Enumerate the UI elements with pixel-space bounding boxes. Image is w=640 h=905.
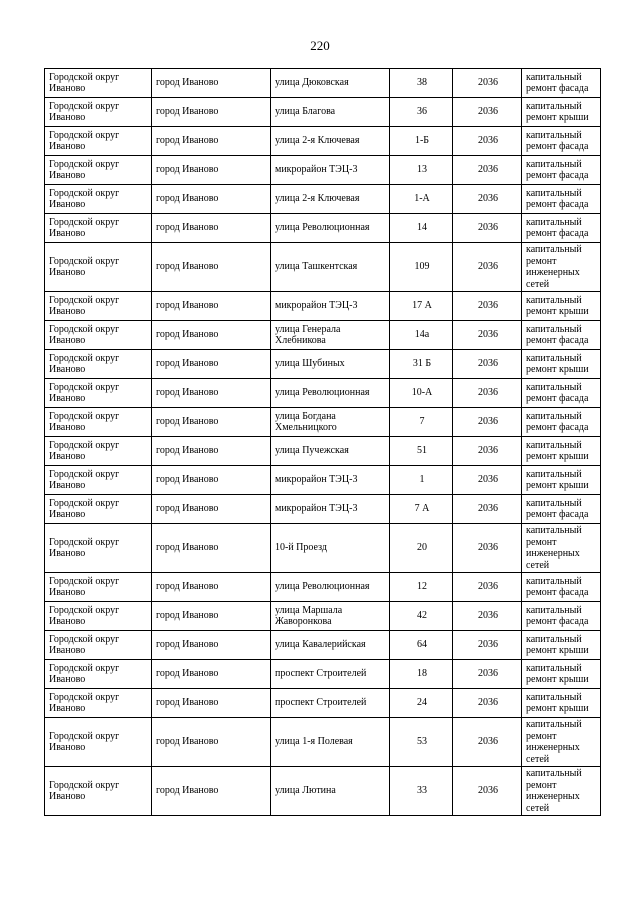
city-cell: город Иваново bbox=[152, 350, 271, 379]
house-number-cell: 12 bbox=[390, 573, 453, 602]
city-cell: город Иваново bbox=[152, 602, 271, 631]
city-cell: город Иваново bbox=[152, 408, 271, 437]
house-number-cell: 14а bbox=[390, 321, 453, 350]
city-cell: город Иваново bbox=[152, 631, 271, 660]
municipality-cell: Городской округ Иваново bbox=[45, 156, 152, 185]
street-cell: микрорайон ТЭЦ-3 bbox=[271, 495, 390, 524]
house-number-cell: 64 bbox=[390, 631, 453, 660]
house-number-cell: 24 bbox=[390, 689, 453, 718]
page-number: 220 bbox=[310, 38, 330, 53]
table-row bbox=[45, 379, 601, 408]
work-type-cell: капитальный ремонт фасада bbox=[522, 156, 601, 185]
year-cell: 2036 bbox=[453, 98, 522, 127]
work-type-cell: капитальный ремонт фасада bbox=[522, 573, 601, 602]
work-type-cell: капитальный ремонт инженерных сетей bbox=[522, 243, 601, 292]
municipality-cell: Городской округ Иваново bbox=[45, 631, 152, 660]
table-row bbox=[45, 69, 601, 98]
house-number-cell: 1-Б bbox=[390, 127, 453, 156]
repair-schedule-table bbox=[44, 68, 601, 816]
work-type-cell: капитальный ремонт фасада bbox=[522, 214, 601, 243]
table-row bbox=[45, 466, 601, 495]
house-number-cell: 17 А bbox=[390, 292, 453, 321]
street-cell: 10-й Проезд bbox=[271, 524, 390, 573]
year-cell: 2036 bbox=[453, 156, 522, 185]
house-number-cell: 10-А bbox=[390, 379, 453, 408]
work-type-cell: капитальный ремонт крыши bbox=[522, 437, 601, 466]
year-cell: 2036 bbox=[453, 767, 522, 816]
street-cell: улица Генерала Хлебникова bbox=[271, 321, 390, 350]
house-number-cell: 51 bbox=[390, 437, 453, 466]
city-cell: город Иваново bbox=[152, 660, 271, 689]
street-cell: проспект Строителей bbox=[271, 689, 390, 718]
house-number-cell: 18 bbox=[390, 660, 453, 689]
table-row bbox=[45, 156, 601, 185]
city-cell: город Иваново bbox=[152, 524, 271, 573]
table-row bbox=[45, 573, 601, 602]
year-cell: 2036 bbox=[453, 524, 522, 573]
street-cell: проспект Строителей bbox=[271, 660, 390, 689]
municipality-cell: Городской округ Иваново bbox=[45, 689, 152, 718]
city-cell: город Иваново bbox=[152, 98, 271, 127]
street-cell: микрорайон ТЭЦ-3 bbox=[271, 156, 390, 185]
year-cell: 2036 bbox=[453, 214, 522, 243]
city-cell: город Иваново bbox=[152, 156, 271, 185]
municipality-cell: Городской округ Иваново bbox=[45, 602, 152, 631]
work-type-cell: капитальный ремонт фасада bbox=[522, 321, 601, 350]
year-cell: 2036 bbox=[453, 689, 522, 718]
street-cell: улица Маршала Жаворонкова bbox=[271, 602, 390, 631]
municipality-cell: Городской округ Иваново bbox=[45, 495, 152, 524]
work-type-cell: капитальный ремонт фасада bbox=[522, 408, 601, 437]
municipality-cell: Городской округ Иваново bbox=[45, 573, 152, 602]
work-type-cell: капитальный ремонт фасада bbox=[522, 69, 601, 98]
street-cell: улица Революционная bbox=[271, 573, 390, 602]
table-row bbox=[45, 524, 601, 573]
city-cell: город Иваново bbox=[152, 495, 271, 524]
street-cell: микрорайон ТЭЦ-3 bbox=[271, 466, 390, 495]
year-cell: 2036 bbox=[453, 69, 522, 98]
table-row bbox=[45, 495, 601, 524]
municipality-cell: Городской округ Иваново bbox=[45, 185, 152, 214]
year-cell: 2036 bbox=[453, 718, 522, 767]
house-number-cell: 36 bbox=[390, 98, 453, 127]
city-cell: город Иваново bbox=[152, 214, 271, 243]
table-row bbox=[45, 350, 601, 379]
work-type-cell: капитальный ремонт крыши bbox=[522, 350, 601, 379]
year-cell: 2036 bbox=[453, 292, 522, 321]
municipality-cell: Городской округ Иваново bbox=[45, 292, 152, 321]
city-cell: город Иваново bbox=[152, 69, 271, 98]
work-type-cell: капитальный ремонт фасада bbox=[522, 602, 601, 631]
table-row bbox=[45, 767, 601, 816]
house-number-cell: 1 bbox=[390, 466, 453, 495]
municipality-cell: Городской округ Иваново bbox=[45, 214, 152, 243]
work-type-cell: капитальный ремонт инженерных сетей bbox=[522, 718, 601, 767]
table-row bbox=[45, 718, 601, 767]
work-type-cell: капитальный ремонт фасада bbox=[522, 495, 601, 524]
city-cell: город Иваново bbox=[152, 437, 271, 466]
house-number-cell: 7 bbox=[390, 408, 453, 437]
city-cell: город Иваново bbox=[152, 185, 271, 214]
table-row bbox=[45, 185, 601, 214]
house-number-cell: 38 bbox=[390, 69, 453, 98]
municipality-cell: Городской округ Иваново bbox=[45, 524, 152, 573]
table-row bbox=[45, 98, 601, 127]
city-cell: город Иваново bbox=[152, 466, 271, 495]
municipality-cell: Городской округ Иваново bbox=[45, 243, 152, 292]
work-type-cell: капитальный ремонт крыши bbox=[522, 292, 601, 321]
municipality-cell: Городской округ Иваново bbox=[45, 408, 152, 437]
house-number-cell: 31 Б bbox=[390, 350, 453, 379]
work-type-cell: капитальный ремонт инженерных сетей bbox=[522, 767, 601, 816]
city-cell: город Иваново bbox=[152, 243, 271, 292]
house-number-cell: 33 bbox=[390, 767, 453, 816]
work-type-cell: капитальный ремонт инженерных сетей bbox=[522, 524, 601, 573]
city-cell: город Иваново bbox=[152, 379, 271, 408]
year-cell: 2036 bbox=[453, 602, 522, 631]
house-number-cell: 20 bbox=[390, 524, 453, 573]
year-cell: 2036 bbox=[453, 660, 522, 689]
table-row bbox=[45, 292, 601, 321]
year-cell: 2036 bbox=[453, 185, 522, 214]
year-cell: 2036 bbox=[453, 379, 522, 408]
street-cell: улица Пучежская bbox=[271, 437, 390, 466]
municipality-cell: Городской округ Иваново bbox=[45, 466, 152, 495]
city-cell: город Иваново bbox=[152, 767, 271, 816]
municipality-cell: Городской округ Иваново bbox=[45, 767, 152, 816]
city-cell: город Иваново bbox=[152, 292, 271, 321]
table-row bbox=[45, 127, 601, 156]
municipality-cell: Городской округ Иваново bbox=[45, 718, 152, 767]
street-cell: улица 2-я Ключевая bbox=[271, 185, 390, 214]
work-type-cell: капитальный ремонт фасада bbox=[522, 127, 601, 156]
work-type-cell: капитальный ремонт фасада bbox=[522, 185, 601, 214]
city-cell: город Иваново bbox=[152, 689, 271, 718]
municipality-cell: Городской округ Иваново bbox=[45, 69, 152, 98]
municipality-cell: Городской округ Иваново bbox=[45, 437, 152, 466]
street-cell: улица Богдана Хмельницкого bbox=[271, 408, 390, 437]
house-number-cell: 53 bbox=[390, 718, 453, 767]
year-cell: 2036 bbox=[453, 631, 522, 660]
table-row bbox=[45, 660, 601, 689]
city-cell: город Иваново bbox=[152, 573, 271, 602]
year-cell: 2036 bbox=[453, 573, 522, 602]
city-cell: город Иваново bbox=[152, 127, 271, 156]
city-cell: город Иваново bbox=[152, 718, 271, 767]
city-cell: город Иваново bbox=[152, 321, 271, 350]
house-number-cell: 1-А bbox=[390, 185, 453, 214]
work-type-cell: капитальный ремонт крыши bbox=[522, 631, 601, 660]
table-row bbox=[45, 408, 601, 437]
street-cell: улица Революционная bbox=[271, 379, 390, 408]
municipality-cell: Городской округ Иваново bbox=[45, 98, 152, 127]
house-number-cell: 14 bbox=[390, 214, 453, 243]
municipality-cell: Городской округ Иваново bbox=[45, 321, 152, 350]
work-type-cell: капитальный ремонт крыши bbox=[522, 98, 601, 127]
table-row bbox=[45, 602, 601, 631]
table-row bbox=[45, 214, 601, 243]
work-type-cell: капитальный ремонт крыши bbox=[522, 466, 601, 495]
year-cell: 2036 bbox=[453, 466, 522, 495]
year-cell: 2036 bbox=[453, 127, 522, 156]
table-row bbox=[45, 437, 601, 466]
street-cell: улица Лютина bbox=[271, 767, 390, 816]
street-cell: улица 1-я Полевая bbox=[271, 718, 390, 767]
house-number-cell: 7 А bbox=[390, 495, 453, 524]
street-cell: улица Дюковская bbox=[271, 69, 390, 98]
year-cell: 2036 bbox=[453, 408, 522, 437]
table-row bbox=[45, 243, 601, 292]
municipality-cell: Городской округ Иваново bbox=[45, 127, 152, 156]
street-cell: улица Ташкентская bbox=[271, 243, 390, 292]
work-type-cell: капитальный ремонт фасада bbox=[522, 379, 601, 408]
work-type-cell: капитальный ремонт крыши bbox=[522, 660, 601, 689]
street-cell: улица Кавалерийская bbox=[271, 631, 390, 660]
municipality-cell: Городской округ Иваново bbox=[45, 660, 152, 689]
street-cell: улица Шубиных bbox=[271, 350, 390, 379]
street-cell: улица Революционная bbox=[271, 214, 390, 243]
municipality-cell: Городской округ Иваново bbox=[45, 379, 152, 408]
house-number-cell: 42 bbox=[390, 602, 453, 631]
table-row bbox=[45, 689, 601, 718]
work-type-cell: капитальный ремонт крыши bbox=[522, 689, 601, 718]
table-row bbox=[45, 321, 601, 350]
street-cell: микрорайон ТЭЦ-3 bbox=[271, 292, 390, 321]
house-number-cell: 109 bbox=[390, 243, 453, 292]
municipality-cell: Городской округ Иваново bbox=[45, 350, 152, 379]
year-cell: 2036 bbox=[453, 350, 522, 379]
table-body bbox=[45, 69, 601, 816]
house-number-cell: 13 bbox=[390, 156, 453, 185]
year-cell: 2036 bbox=[453, 495, 522, 524]
year-cell: 2036 bbox=[453, 321, 522, 350]
year-cell: 2036 bbox=[453, 243, 522, 292]
table-row bbox=[45, 631, 601, 660]
street-cell: улица Благова bbox=[271, 98, 390, 127]
year-cell: 2036 bbox=[453, 437, 522, 466]
street-cell: улица 2-я Ключевая bbox=[271, 127, 390, 156]
